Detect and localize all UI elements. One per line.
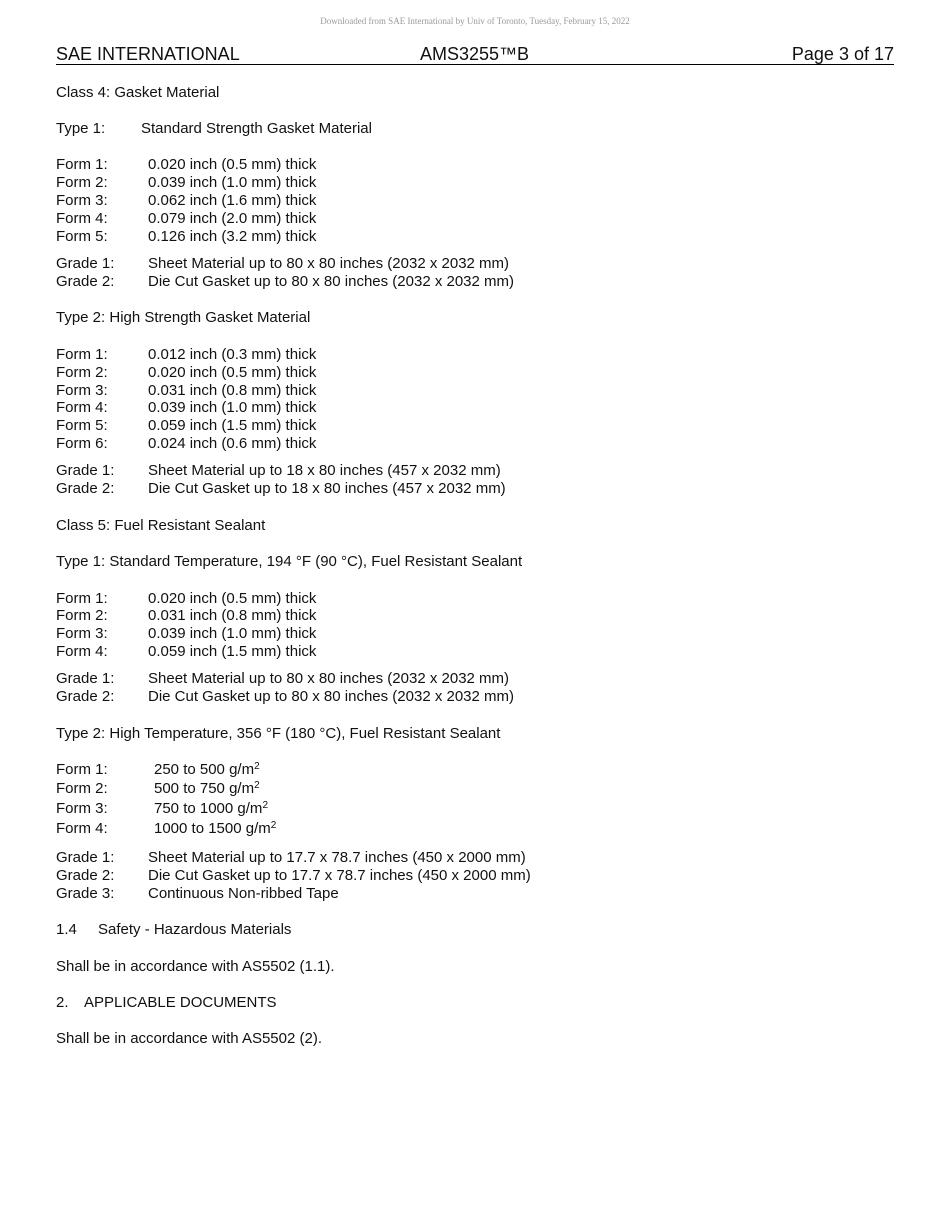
grade-value: Die Cut Gasket up to 17.7 x 78.7 inches (450 x 2000 mm)	[148, 867, 531, 884]
form-label: Form 1:	[56, 761, 108, 778]
form-value: 0.079 inch (2.0 mm) thick	[148, 210, 317, 227]
section-1-4-body: Shall be in accordance with AS5502 (1.1).	[56, 958, 335, 975]
form-value: 0.039 inch (1.0 mm) thick	[148, 399, 317, 416]
form-value: 0.039 inch (1.0 mm) thick	[148, 625, 317, 642]
page-header	[56, 44, 894, 65]
form-label: Form 3:	[56, 800, 108, 817]
header-document-id: AMS3255™B	[420, 44, 530, 64]
coverage-unit: g/m	[229, 761, 255, 778]
form-label: Form 4:	[56, 820, 108, 837]
class4-heading: Class 4: Gasket Material	[56, 84, 220, 101]
grade-value: Sheet Material up to 80 x 80 inches (2032 x 2032 mm)	[148, 670, 510, 687]
grade-label: Grade 1:	[56, 849, 115, 866]
form-value: 0.059 inch (1.5 mm) thick	[148, 643, 317, 660]
unit-exponent: 2	[270, 820, 277, 831]
class4-type1-title: Standard Strength Gasket Material	[141, 120, 372, 137]
form-label: Form 2:	[56, 174, 108, 191]
grade-value: Continuous Non-ribbed Tape	[148, 885, 339, 902]
form-value: 0.059 inch (1.5 mm) thick	[148, 417, 317, 434]
form-value: 0.062 inch (1.6 mm) thick	[148, 192, 317, 209]
form-value: 0.020 inch (0.5 mm) thick	[148, 590, 317, 607]
form-label: Form 1:	[56, 346, 108, 363]
header-page-number: Page 3 of 17	[791, 44, 894, 64]
section-title: Safety - Hazardous Materials	[98, 921, 292, 938]
unit-exponent: 2	[254, 780, 260, 791]
form-value	[154, 761, 260, 779]
form-value: 0.031 inch (0.8 mm) thick	[148, 607, 317, 624]
section-title: APPLICABLE DOCUMENTS	[84, 994, 277, 1011]
coverage-unit: g/m	[245, 820, 271, 837]
grade-label: Grade 1:	[56, 462, 115, 479]
grade-label: Grade 1:	[56, 255, 115, 272]
grade-label: Grade 1:	[56, 670, 115, 687]
form-value: 0.126 inch (3.2 mm) thick	[148, 228, 317, 245]
class4-type2-heading: Type 2: High Strength Gasket Material	[56, 309, 311, 326]
form-value	[154, 780, 260, 798]
form-label: Form 4:	[56, 210, 108, 227]
coverage-range: 750 to 1000	[154, 800, 238, 817]
coverage-range: 1000 to 1500	[154, 820, 246, 837]
form-value: 0.012 inch (0.3 mm) thick	[148, 346, 317, 363]
coverage-range: 250 to 500	[154, 761, 230, 778]
grade-value: Die Cut Gasket up to 80 x 80 inches (2032 x 2032 mm)	[148, 273, 515, 290]
section-2-body: Shall be in accordance with AS5502 (2).	[56, 1030, 322, 1047]
form-value: 0.020 inch (0.5 mm) thick	[148, 156, 317, 173]
form-value	[154, 800, 268, 818]
class5-heading: Class 5: Fuel Resistant Sealant	[56, 517, 266, 534]
coverage-unit: g/m	[237, 800, 263, 817]
form-label: Form 1:	[56, 156, 108, 173]
header-organization: SAE INTERNATIONAL	[56, 44, 240, 64]
form-label: Form 3:	[56, 192, 108, 209]
class5-type1-heading: Type 1: Standard Temperature, 194 °F (90 °C), Fuel Resistant Sealant	[56, 553, 523, 570]
section-number: 1.4	[56, 921, 77, 938]
unit-exponent: 2	[262, 800, 268, 811]
grade-label: Grade 2:	[56, 480, 115, 497]
download-watermark: Downloaded from SAE International by Univ of Toronto, Tuesday, February 15, 2022	[320, 16, 630, 26]
form-label: Form 6:	[56, 435, 108, 452]
form-label: Form 2:	[56, 780, 108, 797]
grade-value: Sheet Material up to 18 x 80 inches (457 x 2032 mm)	[148, 462, 501, 479]
form-value: 0.031 inch (0.8 mm) thick	[148, 382, 317, 399]
form-label: Form 3:	[56, 625, 108, 642]
form-value	[154, 820, 276, 838]
form-label: Form 2:	[56, 364, 108, 381]
class4-type1-label: Type 1:	[56, 120, 106, 137]
grade-label: Grade 3:	[56, 885, 115, 902]
coverage-range: 500 to 750	[154, 780, 230, 797]
form-label: Form 2:	[56, 607, 108, 624]
class5-type2-heading: Type 2: High Temperature, 356 °F (180 °C), Fuel Resistant Sealant	[56, 725, 501, 742]
form-value: 0.024 inch (0.6 mm) thick	[148, 435, 317, 452]
form-value: 0.020 inch (0.5 mm) thick	[148, 364, 317, 381]
grade-label: Grade 2:	[56, 273, 115, 290]
unit-exponent: 2	[254, 761, 260, 772]
grade-label: Grade 2:	[56, 688, 115, 705]
form-label: Form 3:	[56, 382, 108, 399]
form-value: 0.039 inch (1.0 mm) thick	[148, 174, 317, 191]
grade-value: Sheet Material up to 80 x 80 inches (2032 x 2032 mm)	[148, 255, 510, 272]
form-label: Form 5:	[56, 417, 108, 434]
coverage-unit: g/m	[229, 780, 255, 797]
section-number: 2.	[56, 994, 69, 1011]
grade-label: Grade 2:	[56, 867, 115, 884]
grade-value: Sheet Material up to 17.7 x 78.7 inches (450 x 2000 mm)	[148, 849, 526, 866]
grade-value: Die Cut Gasket up to 18 x 80 inches (457 x 2032 mm)	[148, 480, 506, 497]
form-label: Form 4:	[56, 643, 108, 660]
grade-value: Die Cut Gasket up to 80 x 80 inches (2032 x 2032 mm)	[148, 688, 515, 705]
form-label: Form 1:	[56, 590, 108, 607]
form-label: Form 5:	[56, 228, 108, 245]
form-label: Form 4:	[56, 399, 108, 416]
